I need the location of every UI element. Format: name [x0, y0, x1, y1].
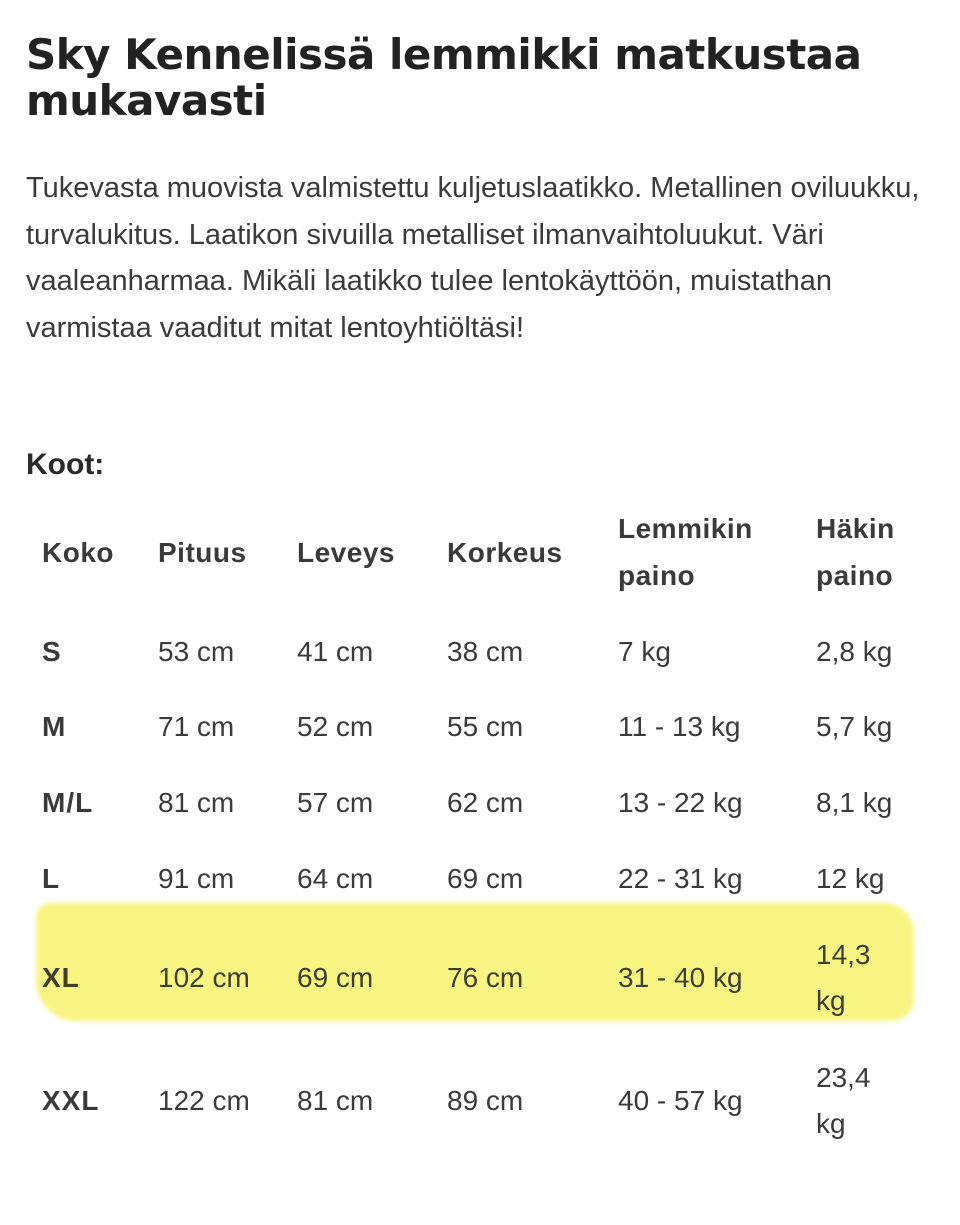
length-value: 122 cm — [158, 1085, 250, 1116]
size-label: M — [42, 711, 67, 742]
header-hakin: Häkin — [816, 513, 895, 544]
product-description: Tukevasta muovista valmistettu kuljetuslaatikko. Metallinen oviluukku, turvalukitus. Laatikon sivuilla metalliset ilmanvaihtoluukut. Väri vaaleanharmaa. Mikäli laatikko tulee lentokäyttöön, muistathan varmistaa vaaditut mitat lentoyhtiöltäsi! — [26, 172, 920, 344]
width-value: 41 cm — [297, 636, 374, 667]
header-hakin-paino: paino — [816, 560, 894, 591]
crate-weight-unit: kg — [816, 1108, 846, 1139]
length-value: 91 cm — [158, 863, 235, 894]
length-value: 102 cm — [158, 962, 250, 993]
pet-weight-value: 7 kg — [618, 636, 671, 667]
crate-weight-value: 8,1 kg — [816, 787, 893, 818]
crate-weight-unit: kg — [816, 985, 846, 1016]
sizes-heading: Koot: — [26, 448, 105, 481]
crate-weight-value: 5,7 kg — [816, 711, 893, 742]
pet-weight-value: 13 - 22 kg — [618, 787, 743, 818]
width-value: 52 cm — [297, 711, 374, 742]
header-leveys: Leveys — [297, 537, 395, 568]
crate-weight-value: 12 kg — [816, 863, 885, 894]
header-lemmikin-paino: paino — [618, 560, 696, 591]
header-koko: Koko — [42, 537, 114, 568]
crate-weight-value: 14,3 — [816, 939, 871, 970]
pet-weight-value: 31 - 40 kg — [618, 962, 743, 993]
size-label: M/L — [42, 787, 94, 818]
width-value: 69 cm — [297, 962, 374, 993]
header-lemmikin: Lemmikin — [618, 513, 753, 544]
size-label: XXL — [42, 1085, 100, 1116]
height-value: 62 cm — [447, 787, 524, 818]
size-label: XL — [42, 962, 80, 993]
width-value: 64 cm — [297, 863, 374, 894]
width-value: 81 cm — [297, 1085, 374, 1116]
size-label: L — [42, 863, 61, 894]
width-value: 57 cm — [297, 787, 374, 818]
height-value: 76 cm — [447, 962, 524, 993]
pet-weight-value: 40 - 57 kg — [618, 1085, 743, 1116]
height-value: 89 cm — [447, 1085, 524, 1116]
pet-weight-value: 11 - 13 kg — [618, 711, 741, 742]
length-value: 71 cm — [158, 711, 235, 742]
size-label: S — [42, 636, 62, 667]
length-value: 81 cm — [158, 787, 235, 818]
page-title: Sky Kennelissä lemmikki matkustaa mukavasti — [26, 30, 862, 125]
header-pituus: Pituus — [158, 537, 247, 568]
crate-weight-value: 23,4 — [816, 1062, 871, 1093]
pet-weight-value: 22 - 31 kg — [618, 863, 743, 894]
height-value: 55 cm — [447, 711, 524, 742]
header-korkeus: Korkeus — [447, 537, 563, 568]
length-value: 53 cm — [158, 636, 235, 667]
crate-weight-value: 2,8 kg — [816, 636, 893, 667]
height-value: 38 cm — [447, 636, 524, 667]
height-value: 69 cm — [447, 863, 524, 894]
